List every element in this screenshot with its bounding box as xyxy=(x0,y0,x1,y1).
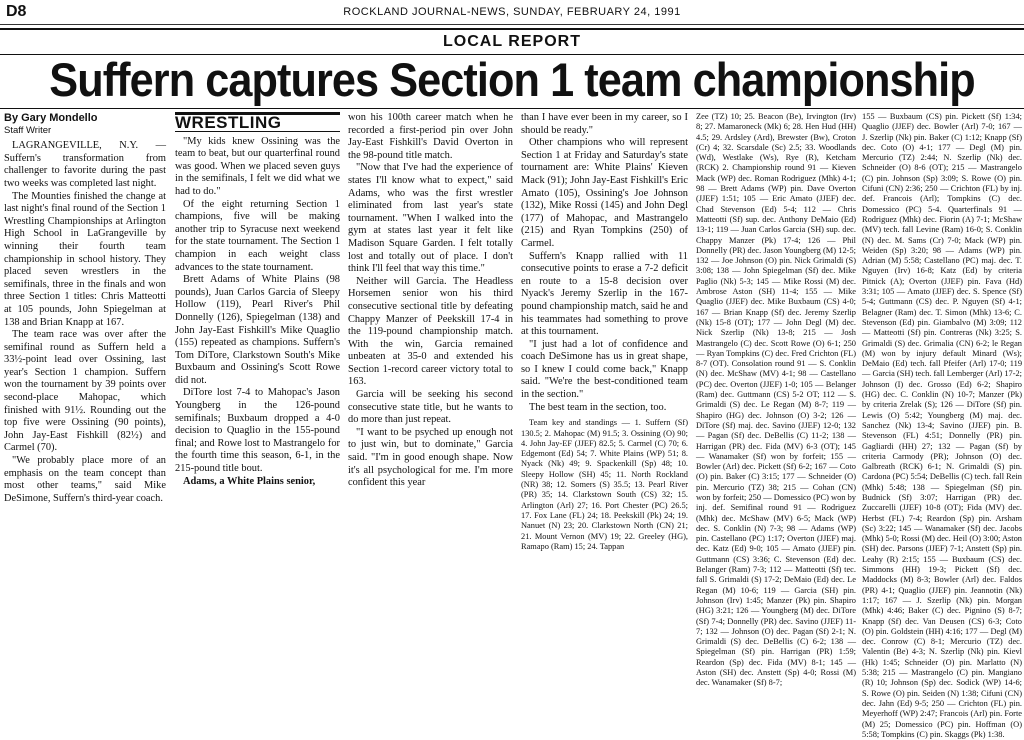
paragraph: The Mounties finished the change at last night's final round of the Section 1 Wrestling Championships at Arlington High School in LaGrangeville by winning their fourth team championship in school history. They placed seven wrestlers in the semifinals, three in the finals and won three Section 1 titles: Chris Matteotti at 105 pounds, John Spiegelman at 138 and Brian Knapp at 167. xyxy=(4,190,166,328)
paragraph: "I want to be psyched up enough not to just win, but to dominate," Garcia said. "I'm in good enough shape. Now it's all psychological for me. I'm more confident this year xyxy=(348,426,513,489)
headline-rule xyxy=(0,108,1024,109)
paragraph: The team race was over after the semifinal round as Suffern held a 33½-point lead over Ossining, last year's Section 1 champion. Suffern won the tournament by 39 points over second-place Mahopac, which finished with 91½. Rounding out the top five were Ossining (90 points), John Jay-East Fishkill (82½) and Carmel (70). xyxy=(4,329,166,454)
section-label: LOCAL REPORT xyxy=(443,33,581,50)
results-column-1 xyxy=(696,112,856,688)
paragraph: Brett Adams of White Plains (98 pounds), Juan Carlos Garcia of Sleepy Hollow (119), Pearl River's Phil Donnelly (126), Spiegelman (138) and John Jay-East Fishkill's Mike Quaglio (155) repeated as champions. Suffern's Tom DiTore, Clarkstown South's Mike Buxbaum and Ossining's Scott Rowe did not. xyxy=(175,274,340,386)
paragraph: Adams, a White Plains senior, xyxy=(183,475,316,487)
section-header xyxy=(0,28,1024,55)
article-column-2 xyxy=(175,112,340,487)
results-agate: Zee (TZ) 10; 25. Beacon (Be), Irvington (Irv) 8; 27. Mamaroneck (Mk) 6; 28. Hen Hud (HH) 4.5; 29. Ardsley (Ard), Brewster (Bw), Croton (Cr) 4; 32. Scarsdale (Sc) 2.5; 33. Woodlands (Wd), Westlake (Ws), Rye (R), Ketcham (RCK) 2. Championship round 91 — Kieven Mack (WP) dec. Roman Rodriguez (Mhk) 4-1; 98 — Brett Adams (WP) pin. Dave Overton (JJEF) 1:51; 105 — Eric Amato (JJEF) dec. Chad Stevenson (Ed) 5-4; 112 — Chris Matteotti (Sf) sup. dec. Anthony DeMaio (Ed) 13-1; 119 — Juan Carlos Garcia (SH) sup. dec. Chappy Manzer (Pk) 17-4; 126 — Phil Donnelly (PR) dec. Jason Youngberg (M) 12-5; 132 — Joe Johnson (O) pin. Nick Grimaldi (S) 3:08; 138 — John Spiegelman (Sf) dec. Mike Paglio (Nk) 5-3; 145 — Mike Rossi (M) dec. Ambrose Aston (SH) 11-4; 155 — Mike Quaglio (JJEF) dec. Mike Buxbaum (CS) 4-0; 167 — Brian Knapp (Sf) dec. Jeremy Szerlip (Nk) 15-8 (OT); 177 — John Degl (M) dec. Nick Szerlip (Nk) 13-8; 215 — Josh Mastrangelo (C) dec. Scott Rowe (O) 6-1; 250 — Ryan Tompkins (C) dec. Fred Crichton (FL) 8-7 (OT). Consolation round 91 — S. Conklin (N) dec. McShaw (MV) 4-1; 98 — Castellano (PC) dec. Overton (JJEF) 1-0; 105 — Belanger (Ram) dec. Guttmann (CS) 5-2 OT; 112 — S. Grimaldi (S) dec. Le Regan (M) 8-7; 119 — Shapiro (HG) dec. Johnson (O) 3-2; 126 — DiTore (Sf) maj. dec. Savino (JJEF) 12-0; 132 — Pagan (Sf) dec. DeBellis (C) 11-2; 138 — Harrigan (PR) dec. Fida (MV) 6-3 (OT); 145 — Wanamaker (Sf) won by forfeit; 155 — Bowler (Arl) dec. Pickett (Sf) 6-2; 167 — Coto (O) pin. Baker (C) 3:15; 177 — Schneider (O) pin. Mercurio (TZ) 38; 215 — Cohan (CN) won by forfeit; 250 — Domessico (PC) won by inj. def. Semifinal round 91 — Rodriguez (Mhk) dec. McShaw (MV) 6-5; Mack (WP) dec. S. Conklin (N) 7-3; 98 — Adams (WP) pin. Castellano (PC) 1:17; Overton (JJEF) maj. dec. Katz (Ed) 9-0; 105 — Amato (JJEF) pin. Guttmann (CS) 3:36; C. Stevenson (Ed) dec. Belanger (Ram) 7-3; 112 — Matteotti (Sf) tec. fall S. Grimaldi (S) 17-2; DeMaio (Ed) dec. Le Regan (M) 10-6; 119 — Garcia (SH) pin. Johnson (Irv) 1:45; Manzer (Pk) pin. Shapiro (HG) 3:21; 126 — Youngberg (M) dec. DiTore (Sf) 7-4; Donnelly (PR) dec. Savino (JJEF) 11-7; 132 — Johnson (O) dec. Pagan (Sf) 2-1; N. Grimaldi (S) dec. DeBellis (C) 6-2; 138 — Spiegelman (Sf) pin. Harrigan (PR) 1:59; Reardon (Sp) dec. Fida (MV) 8-1; 145 — Aston (SH) dec. Anstett (Sp) 4-0; Rossi (M) dec. Wanamaker (Sf) 8-7; xyxy=(696,112,856,688)
sport-kicker: WRESTLING xyxy=(175,112,340,132)
paragraph: "I just had a lot of confidence and coach DeSimone has us in great shape, so I knew I could come back," Knapp said. "We're the best-conditioned team in the section." xyxy=(521,338,688,401)
results-agate: 155 — Buxbaum (CS) pin. Pickett (Sf) 1:34; Quaglio (JJEF) dec. Bowler (Arl) 7-0; 167 — J. Szerlip (Nk) pin. Baker (C) 1:12; Knapp (Sf) dec. Coto (O) 4-1; 177 — Degl (M) pin. Mercurio (TZ) 2:44; N. Szerlip (Nk) dec. Schneider (O) 8-6 (OT); 215 — Mastrangelo (C) pin. Johnson (Sp) 3:09; S. Rowe (O) pin. Cifuni (CN) 2:36; 250 — Crichton (FL) by inj. def. Francois (Arl); Tompkins (C) dec. Domessico (PC) 5-4. Quarterfinals 91 — Rodriguez (Mhk) dec. Fiorin (A) 7-1; McShaw (MV) tech. fall Levine (Ram) 16-0; S. Conklin (N) dec. M. Sams (Cr) 7-0; Mack (WP) pin. Weiden (Sp) 3:20; 98 — Adams (WP) pin. Adrian (M) 5:58; Castellano (PC) maj. dec. T. Nguyen (Irv) 16-8; Katz (Ed) by criteria Pitnick (A); Overton (JJEF) pin. Fava (Hd) 3:31; 105 — Amato (JJEF) dec. S. Spence (Sf) 5-4; Guttmann (CS) dec. P. Nguyen (Sf) 4-1; Belagner (Ram) dec. T. Simon (Mhk) 13-6; C. Stevenson (Ed) pin. Giambalvo (M) 3:09; 112 — Matteotti (Sf) pin. Contreras (Nk) 3:25; S. Grimaldi (S) dec. Grimalia (CN) 6-2; le Regan (M) won by injury default Minard (Ws); DeMaio (Ed) tech. fall Pfeifer (Arl) 17-0; 119 — Garcia (SH) tech. fall Lemberger (Arl) 17-2; Johnson (I) dec. Grosso (Ed) 6-2; Shapiro (HG) dec. C. Conklin (N) 10-7; Manzer (Pk) by criteria Zrelak (S); 126 — DiTore (Sf) pin. Lewis (O) 5:42; Youngberg (M) maj. dec. Sanchez (Nk) 13-4; Savino (JJEF) pin. B. Stevenson (FL) 4:51; Donnelly (PR) pin. Gagliardi (HH) 27; 132 — Pagan (Sf) by criteria Carmody (PR); Johnson (O) dec. Galbreath (RCK) 6-1; N. Grimaldi (S) pin. Cardona (PC) 5:54; DeBellis (C) tech. fall Rein (Mhk) 5:48; 138 — Spiegelman (Sf) pin. Budnick (Sf) 3:07; Harrigan (PR) dec. Zuccarelli (JJEF) 10-8 (OT); Fida (MV) dec. Herbst (FL) 7-4; Reardon (Sp) pin. Arsham (Sc) 3:22; 145 — Wanamaker (Sf) dec. Jacobs (Mhk) 5-0; Rossi (M) dec. Heil (O) 3:00; Aston (SH) dec. Parsons (JJEF) 7-1; Anstett (Sp) pin. Leahy (R) 2:15; 155 — Buxbaum (CS) dec. Simmons (HH) 19-3; Pickett (Sf) dec. Maddocks (M) 8-3; Bowler (Arl) dec. Faldos (PR) 4-1; Quaglio (JJEF) pin. Jeannotin (Nk) 1:17; 167 — J. Szerlip (Nk) pin. Morgan (Mhk) 4:46; Baker (C) dec. Pignino (S) 8-7; Knapp (Sf) dec. Van Deusen (CS) 6-3; Coto (O) pin. Goldstein (HH) 4:16; 177 — Degl (M) dec. Conrow (C) 8-1; Mercurio (TZ) dec. Valentin (Be) 4-3; N. Szerlip (Nk) pin. Kievl (Hk) 1:45; Schneider (O) pin. Marlatto (N) 5:38; 215 — Mastrangelo (C) pin. Mangiano (R) 10; Johnson (Sp) dec. Sodick (WP) 14-6; S. Rowe (O) pin. Seiden (N) 1:38; Cifuni (CN) dec. Jahn (Ed) 9-5; 250 — Crichton (FL) pin. Meyerhoff (WP) 2:47; Francois (Arl) pin. Forte (M) 25; Domessico (PC) pin. Hoffman (O) 5:58; Tompkins (C) pin. Skaggs (Pk) 1:38. xyxy=(862,112,1022,739)
article-column-1 xyxy=(4,112,166,504)
paragraph: DiTore lost 7-4 to Mahopac's Jason Youngberg in the 126-pound semifinals; Buxbaum dropped a 4-0 decision to Quaglio in the 155-pound final; and Rowe lost to Mastrangelo for the fourth time this season, 6-1, in the 215-pound title bout. xyxy=(175,387,340,475)
results-column-2 xyxy=(862,112,1022,739)
paragraph: than I have ever been in my career, so I should be ready." xyxy=(521,112,688,136)
paragraph: LAGRANGEVILLE, N.Y. — Suffern's transformation from challenger to favorite during the past two weeks was completed last night. xyxy=(4,140,166,189)
paragraph: Other champions who will represent Section 1 at Friday and Saturday's state tournament are: White Plains' Kieven Mack (91); John Jay-East Fishkill's Eric Amato (105), Ossining's Joe Johnson (132), Mike Rossi (145) and John Degl (177) of Mahopac, and Mastrangelo (215) and Ryan Tompkins (250) of Carmel. xyxy=(521,137,688,249)
paragraph: Neither will Garcia. The Headless Horsemen senior won his third consecutive sectional title by defeating Chappy Manzer of Peekskill 17-4 in the 119-pound championship match. With the win, Garcia remained unbeaten at 35-0 and extended his Section 1-record career victory total to 163. xyxy=(348,275,513,388)
paragraph: "We probably place more of an emphasis on the team concept than most other teams," said Mike DeSimone, Suffern's third-year coach. xyxy=(4,455,166,504)
results-agate: Team key and standings — 1. Suffern (Sf) 130.5; 2. Mahopac (M) 91.5; 3. Ossining (O) 90; 4. John Jay-EF (JJEF) 82.5; 5. Carmel (C) 70; 6. Edgemont (Ed) 54; 7. White Plains (WP) 51; 8. Nyack (Nk) 49; 9. Spackenkill (Sp) 48; 10. Sleepy Hollow (SH) 45; 11. North Rockland (NR) 38; 12. Somers (S) 35.5; 13. Pearl River (PR) 35; 14. Clarkstown South (CS) 32; 15. Arlington (Arl) 27; 16. Port Chester (PC) 26.5; 17. Fox Lane (FL) 24; 18. Peekskill (Pk) 24; 19. Nanuet (N) 23; 20. Clarkstown North (CN) 21; 21. Mount Vernon (MV) 19; 22. Greeley (HG), Ramapo (Ram) 15; 24. Tappan xyxy=(521,418,688,551)
article-column-3 xyxy=(348,112,513,489)
headline: Suffern captures Section 1 team championship xyxy=(49,53,975,106)
byline-title: Staff Writer xyxy=(4,124,52,136)
paragraph: "Now that I've had the experience of states I'll know what to expect," said Adams, who was the first wrestler eliminated from last year's state tournament. "When I walked into the gym at states last year it felt like Madison Square Garden. I felt totally lost and totally out of place. I don't think I'll feel that way this time." xyxy=(348,162,513,275)
paragraph: "My kids knew Ossining was the team to beat, but our quarterfinal round was good. When we placed seven guys in the semifinals, I felt we did what we had to do." xyxy=(175,135,340,197)
page-folio xyxy=(0,0,1024,25)
article-column-4 xyxy=(521,112,688,551)
newspaper-masthead: ROCKLAND JOURNAL-NEWS, SUNDAY, FEBRUARY 24, 1991 xyxy=(343,6,681,18)
paragraph: The best team in the section, too. xyxy=(529,401,667,413)
byline: By Gary Mondello xyxy=(4,112,98,124)
page-number: D8 xyxy=(6,3,27,20)
paragraph: Of the eight returning Section 1 champions, five will be making another trip to Syracuse next weekend for the state tournament. The Section 1 champion in each weight class advances to the state tournament. xyxy=(175,198,340,273)
paragraph: Suffern's Knapp rallied with 11 consecutive points to erase a 7-2 deficit en route to a 15-8 decision over Nyack's Jeremy Szerlip in the 167-pound championship match, said he and his teammates had something to prove at this tournament. xyxy=(521,250,688,338)
paragraph: won his 100th career match when he recorded a first-period pin over John Jay-East Fishkill's David Overton in the 98-pound title match. xyxy=(348,112,513,161)
paragraph: Garcia will be seeking his second consecutive state title, but he wants to do more than just repeat. xyxy=(348,389,513,426)
